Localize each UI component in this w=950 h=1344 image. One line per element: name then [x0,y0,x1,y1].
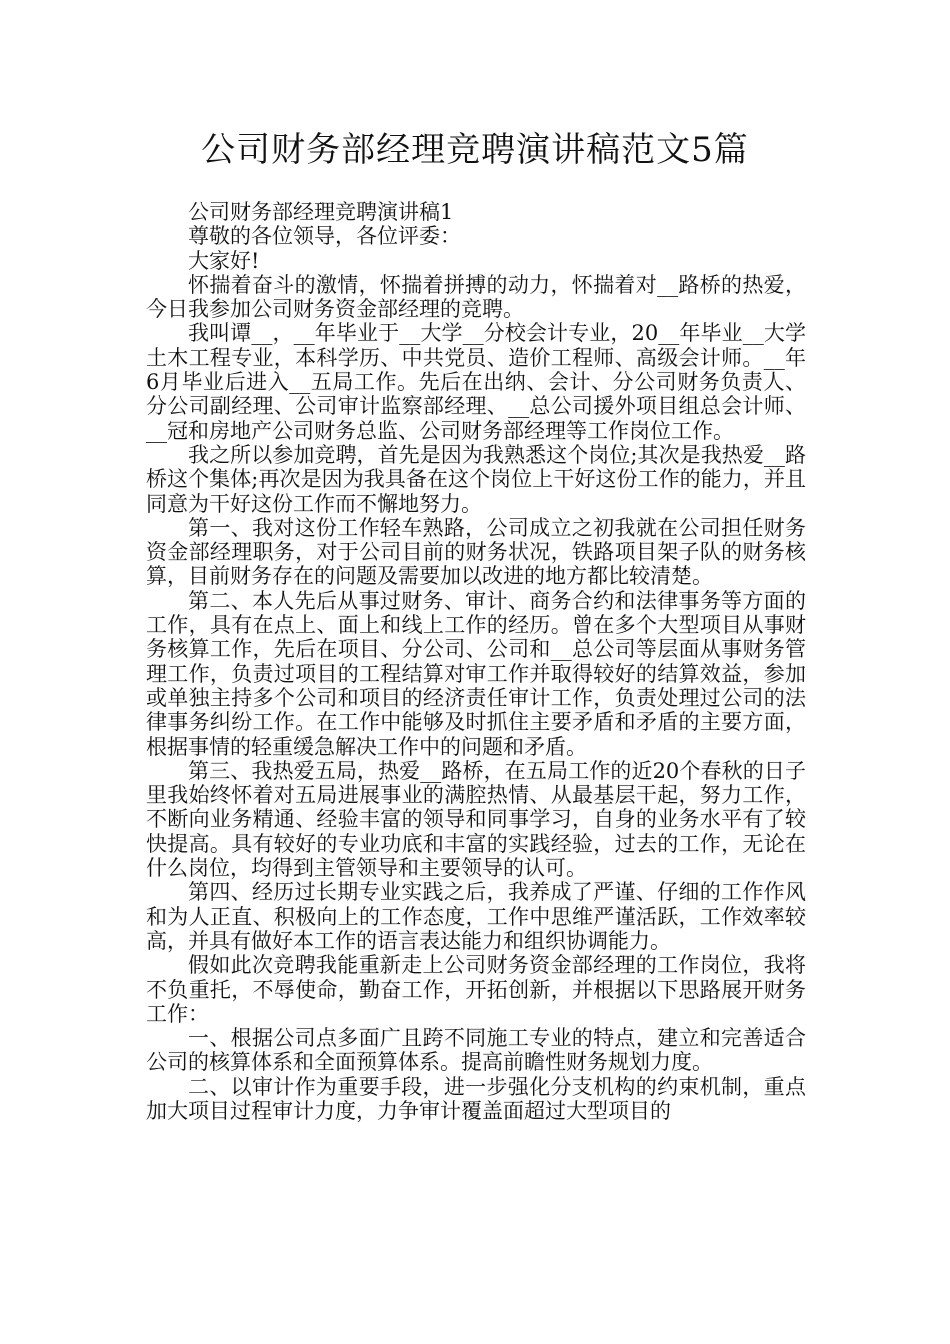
paragraph: 第三、我热爱五局，热爱__路桥，在五局工作的近20个春秋的日子里我始终怀着对五局进展事业的满腔热情、从最基层干起，努力工作，不断向业务精通、经验丰富的领导和同事学习，自身的业务水平有了较快提高。具有较好的专业功底和丰富的实践经验，过去的工作，无论在什么岗位，均得到主管领导和主要领导的认可。 [146,758,806,881]
section-heading: 公司财务部经理竞聘演讲稿1 [188,200,454,224]
document-body [146,200,806,1123]
paragraph: 假如此次竞聘我能重新走上公司财务资金部经理的工作岗位，我将不负重托，不辱使命，勤奋工作，开拓创新，并根据以下思路展开财务工作： [146,953,806,1026]
paragraph: 第一、我对这份工作轻车熟路，公司成立之初我就在公司担任财务资金部经理职务，对于公司目前的财务状况，铁路项目架子队的财务核算，目前财务存在的问题及需要加以改进的地方都比较清楚。 [146,515,806,589]
paragraph: 第二、本人先后从事过财务、审计、商务合约和法律事务等方面的工作，具有在点上、面上和线上工作的经历。曾在多个大型项目从事财务核算工作，先后在项目、分公司、公司和__总公司等层面从事财务管理工作，负责过项目的工程结算对审工作并取得较好的结算效益，参加或单独主持多个公司和项目的经济责任审计工作，负责处理过公司的法律事务纠纷工作。在工作中能够及时抓住主要矛盾和矛盾的主要方面，根据事情的轻重缓急解决工作中的问题和矛盾。 [146,588,806,759]
paragraph: 第四、经历过长期专业实践之后，我养成了严谨、仔细的工作作风和为人正直、积极向上的工作态度，工作中思维严谨活跃，工作效率较高，并具有做好本工作的语言表达能力和组织协调能力。 [146,880,806,953]
paragraph: 怀揣着奋斗的激情，怀揣着拼搏的动力，怀揣着对__路桥的热爱，今日我参加公司财务资金部经理的竞聘。 [146,272,806,322]
paragraph: 我叫谭__，__年毕业于__大学__分校会计专业，20__年毕业__大学土木工程专业，本科学历、中共党员、造价工程师、高级会计师。__年6月毕业后进入__五局工作。先后在出纳、会计、分公司财务负责人、分公司副经理、公司审计监察部经理、__总公司援外项目组总会计师、__冠和房地产公司财务总监、公司财务部经理等工作岗位工作。 [146,321,806,443]
document-title: 公司财务部经理竞聘演讲稿范文5篇 [201,130,749,170]
salutation: 尊敬的各位领导，各位评委： [188,224,461,249]
paragraph: 我之所以参加竞聘，首先是因为我熟悉这个岗位;其次是我热爱__路桥这个集体;再次是因为我具备在这个岗位上干好这份工作的能力，并且同意为干好这份工作而不懈地努力。 [146,442,806,516]
greeting: 大家好! [188,248,260,273]
paragraph: 二、以审计作为重要手段，进一步强化分支机构的约束机制，重点加大项目过程审计力度，力争审计覆盖面超过大型项目的 [146,1074,806,1123]
paragraph: 一、根据公司点多面广且跨不同施工专业的特点，建立和完善适合公司的核算体系和全面预算体系。提高前瞻性财务规划力度。 [146,1026,806,1075]
